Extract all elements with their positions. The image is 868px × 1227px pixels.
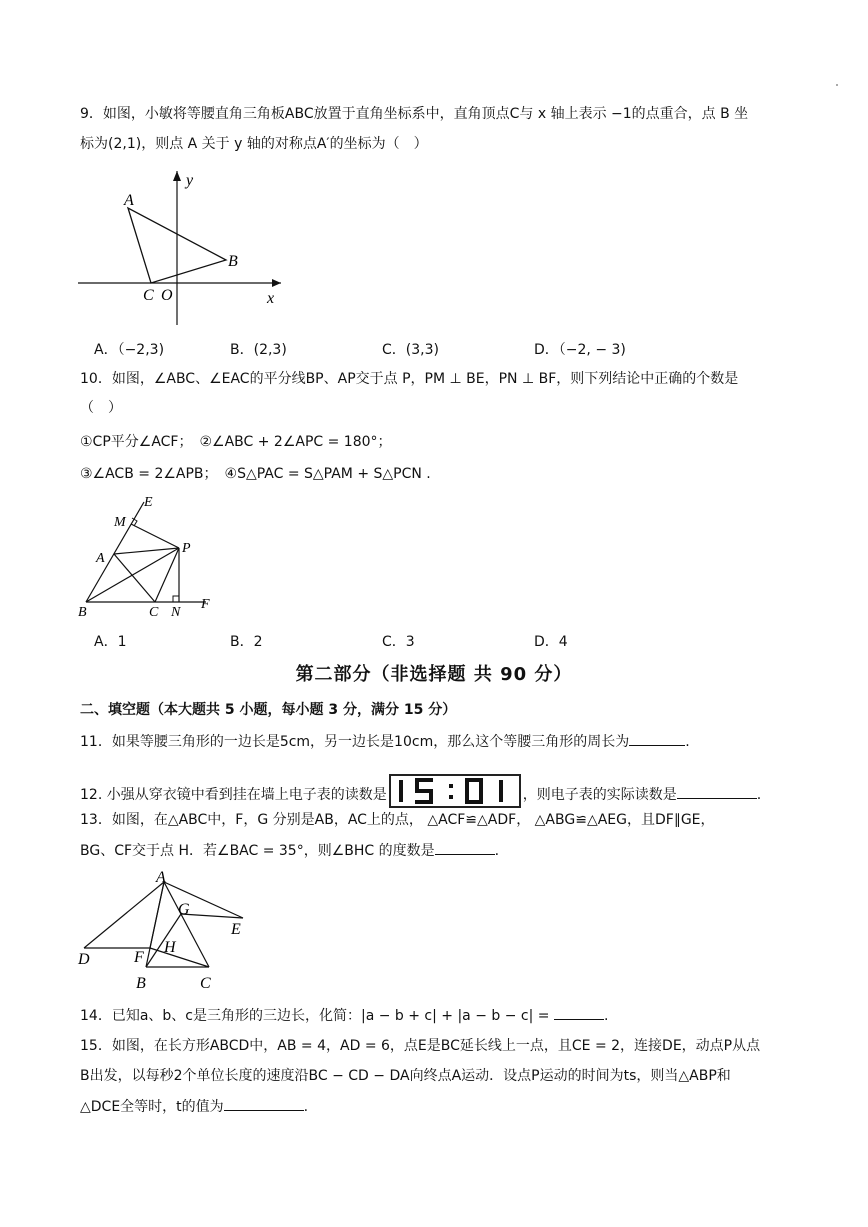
q9-label-B: B bbox=[228, 253, 238, 270]
q9-line1: 9．如图，小敏将等腰直角三角板ABC放置于直角坐标系中，直角顶点C与 x 轴上表示 −1的点重合，点 B 坐 bbox=[80, 106, 749, 122]
q15-line1: 15．如图，在长方形ABCD中，AB = 4，AD = 6，点E是BC延长线上一点，且CE = 2，连接DE，动点P从点 bbox=[80, 1038, 761, 1054]
q10-line1: 10．如图，∠ABC、∠EAC的平分线BP、AP交于点 P，PM ⊥ BE，PN ⊥ BF，则下列结论中正确的个数是 bbox=[80, 371, 739, 387]
q14-answer-blank bbox=[554, 1005, 604, 1020]
scan-dot bbox=[836, 84, 838, 86]
q11-line bbox=[80, 731, 690, 752]
q9-label-O: O bbox=[161, 287, 173, 304]
q13-answer-blank bbox=[435, 840, 495, 855]
q13-figure bbox=[76, 870, 256, 995]
section-heading: 二、填空题（本大题共 5 小题，每小题 3 分，满分 15 分） bbox=[80, 702, 457, 718]
q12-line bbox=[80, 778, 761, 812]
q10-line2: （ ） bbox=[80, 400, 122, 416]
q9-option-a: A．（−2,3) bbox=[94, 342, 165, 358]
q15-answer-blank bbox=[224, 1096, 304, 1111]
q15-line3 bbox=[80, 1096, 308, 1117]
q13-label-A: A bbox=[156, 870, 166, 886]
q9-figure bbox=[76, 165, 286, 335]
q10-option-a: A．1 bbox=[94, 634, 127, 650]
q10-label-A: A bbox=[96, 551, 105, 566]
q9-option-d: D．（−2, − 3) bbox=[534, 342, 626, 358]
q15-end: . bbox=[303, 1099, 309, 1115]
q14-text: 14．已知a、b、c是三角形的三边长，化简：|a − b + c| + |a − b − c| = bbox=[80, 1008, 550, 1024]
q10-label-P: P bbox=[182, 541, 191, 556]
q9-option-b: B．(2,3) bbox=[230, 342, 287, 358]
q13-label-E: E bbox=[231, 921, 241, 938]
q13-line2 bbox=[80, 840, 499, 861]
q15-line2: B出发，以每秒2个单位长度的速度沿BC − CD − DA向终点A运动．设点P运动的时间为ts，则当△ABP和 bbox=[80, 1068, 731, 1084]
mirror-clock-image bbox=[389, 774, 521, 808]
q13-label-F: F bbox=[134, 949, 144, 966]
q10-line4: ③∠ACB = 2∠APB； ④S△PAC = S△PAM + S△PCN . bbox=[80, 466, 431, 482]
q9-line2: 标为(2,1)，则点 A 关于 y 轴的对称点A′的坐标为（ ） bbox=[80, 136, 428, 152]
q12-before: 12. 小强从穿衣镜中看到挂在墙上电子表的读数是 bbox=[80, 787, 387, 803]
q13-label-C: C bbox=[200, 975, 211, 992]
q13-label-D: D bbox=[78, 951, 90, 968]
q14-end: . bbox=[603, 1008, 609, 1024]
q9-option-c: C．(3,3) bbox=[382, 342, 439, 358]
q15-text: △DCE全等时，t的值为 bbox=[80, 1099, 224, 1115]
q13-label-B: B bbox=[136, 975, 146, 992]
q13-end: . bbox=[494, 843, 500, 859]
q9-label-x: x bbox=[267, 290, 275, 307]
q9-label-C: C bbox=[143, 287, 154, 304]
section-title: 第二部分（非选择题 共 90 分） bbox=[295, 664, 573, 685]
q11-answer-blank bbox=[629, 731, 685, 746]
q13-text: BG、CF交于点 H．若∠BAC = 35°，则∠BHC 的度数是 bbox=[80, 843, 435, 859]
q10-option-c: C．3 bbox=[382, 634, 415, 650]
q10-label-M: M bbox=[114, 515, 126, 530]
q10-figure bbox=[76, 492, 226, 622]
q11-end: . bbox=[685, 734, 690, 750]
q10-option-d: D．4 bbox=[534, 634, 568, 650]
q10-label-F: F bbox=[201, 597, 210, 612]
q10-label-B: B bbox=[78, 605, 87, 620]
q10-line3: ①CP平分∠ACF； ②∠ABC + 2∠APC = 180°； bbox=[80, 434, 392, 450]
mirror-clock-digits bbox=[391, 776, 519, 806]
q10-option-b: B．2 bbox=[230, 634, 263, 650]
q9-label-y: y bbox=[186, 172, 194, 189]
q11-text: 11．如果等腰三角形的一边长是5cm，另一边长是10cm，那么这个等腰三角形的周长为 bbox=[80, 734, 630, 750]
q12-answer-blank bbox=[677, 784, 757, 799]
q13-line1: 13．如图，在△ABC中，F，G 分别是AB，AC上的点， △ACF≌△ADF， △ABG≌△AEG，且DF∥GE， bbox=[80, 812, 715, 828]
q10-label-N: N bbox=[171, 605, 181, 620]
q12-end: . bbox=[756, 787, 762, 803]
q9-label-A: A bbox=[124, 192, 134, 209]
q14-line bbox=[80, 1005, 608, 1026]
q10-label-E: E bbox=[144, 495, 153, 510]
q13-label-H: H bbox=[164, 939, 176, 956]
q12-after: ，则电子表的实际读数是 bbox=[522, 787, 677, 803]
q13-label-G: G bbox=[178, 901, 190, 918]
q10-label-C: C bbox=[149, 605, 159, 620]
